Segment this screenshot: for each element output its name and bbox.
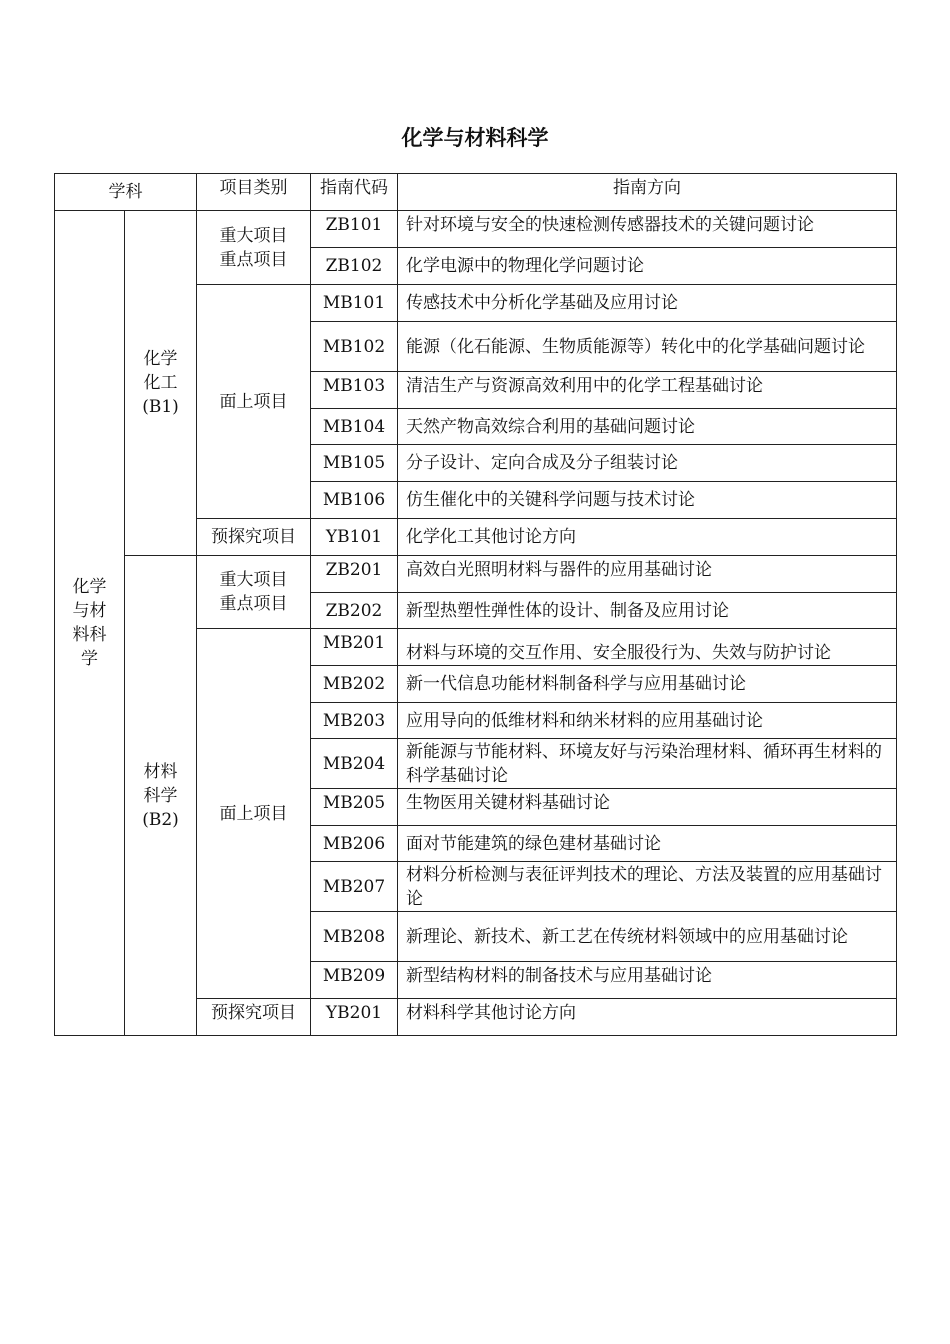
code-cell: MB202: [311, 666, 398, 703]
code-cell: MB208: [311, 912, 398, 962]
code-cell: YB101: [311, 519, 398, 556]
code-cell: MB104: [311, 409, 398, 445]
code-cell: MB207: [311, 862, 398, 912]
category-general-b2: 面上项目: [197, 629, 311, 999]
header-row: [55, 174, 897, 211]
table-row: [55, 211, 897, 248]
guide-table: [54, 173, 897, 1036]
subdiscipline-b1: 化学 化工 (B1): [125, 211, 197, 556]
code-cell: ZB101: [311, 211, 398, 248]
code-cell: MB203: [311, 703, 398, 739]
discipline-cell: 化学 与材 料科 学: [55, 211, 125, 1036]
direction-cell: 新理论、新技术、新工艺在传统材料领域中的应用基础讨论: [398, 912, 897, 962]
direction-cell: 新能源与节能材料、环境友好与污染治理材料、循环再生材料的科学基础讨论: [398, 739, 897, 789]
code-cell: ZB102: [311, 248, 398, 285]
code-cell: ZB202: [311, 593, 398, 629]
category-exploratory-b1: 预探究项目: [197, 519, 311, 556]
category-major-key-b1: 重大项目 重点项目: [197, 211, 311, 285]
direction-cell: 化学化工其他讨论方向: [398, 519, 897, 556]
header-direction: 指南方向: [398, 174, 897, 211]
direction-cell: 分子设计、定向合成及分子组装讨论: [398, 445, 897, 482]
direction-cell: 天然产物高效综合利用的基础问题讨论: [398, 409, 897, 445]
code-cell: MB201: [311, 629, 398, 666]
category-general-b1: 面上项目: [197, 285, 311, 519]
direction-cell: 新型热塑性弹性体的设计、制备及应用讨论: [398, 593, 897, 629]
code-cell: MB204: [311, 739, 398, 789]
category-major-key-b2: 重大项目 重点项目: [197, 556, 311, 629]
code-cell: YB201: [311, 999, 398, 1036]
code-cell: MB102: [311, 322, 398, 372]
header-category: 项目类别: [197, 174, 311, 211]
header-discipline: 学科: [55, 174, 197, 211]
code-cell: ZB201: [311, 556, 398, 593]
direction-cell: 仿生催化中的关键科学问题与技术讨论: [398, 482, 897, 519]
code-cell: MB209: [311, 962, 398, 999]
direction-cell: 针对环境与安全的快速检测传感器技术的关键问题讨论: [398, 211, 897, 248]
direction-cell: 生物医用关键材料基础讨论: [398, 789, 897, 826]
page-title: 化学与材料科学: [401, 126, 549, 150]
direction-cell: 材料科学其他讨论方向: [398, 999, 897, 1036]
direction-cell: 化学电源中的物理化学问题讨论: [398, 248, 897, 285]
subdiscipline-b2: 材料 科学 (B2): [125, 556, 197, 1036]
category-exploratory-b2: 预探究项目: [197, 999, 311, 1036]
direction-cell: 面对节能建筑的绿色建材基础讨论: [398, 826, 897, 862]
direction-cell: 能源（化石能源、生物质能源等）转化中的化学基础问题讨论: [398, 322, 897, 372]
code-cell: MB101: [311, 285, 398, 322]
direction-cell: 清洁生产与资源高效利用中的化学工程基础讨论: [398, 372, 897, 409]
direction-cell: 新型结构材料的制备技术与应用基础讨论: [398, 962, 897, 999]
code-cell: MB106: [311, 482, 398, 519]
code-cell: MB103: [311, 372, 398, 409]
direction-cell: 应用导向的低维材料和纳米材料的应用基础讨论: [398, 703, 897, 739]
header-code: 指南代码: [311, 174, 398, 211]
code-cell: MB205: [311, 789, 398, 826]
direction-cell: 材料分析检测与表征评判技术的理论、方法及装置的应用基础讨论: [398, 862, 897, 912]
code-cell: MB105: [311, 445, 398, 482]
direction-cell: 材料与环境的交互作用、安全服役行为、失效与防护讨论: [398, 629, 897, 666]
direction-cell: 新一代信息功能材料制备科学与应用基础讨论: [398, 666, 897, 703]
direction-cell: 高效白光照明材料与器件的应用基础讨论: [398, 556, 897, 593]
table-row: [55, 556, 897, 593]
direction-cell: 传感技术中分析化学基础及应用讨论: [398, 285, 897, 322]
code-cell: MB206: [311, 826, 398, 862]
